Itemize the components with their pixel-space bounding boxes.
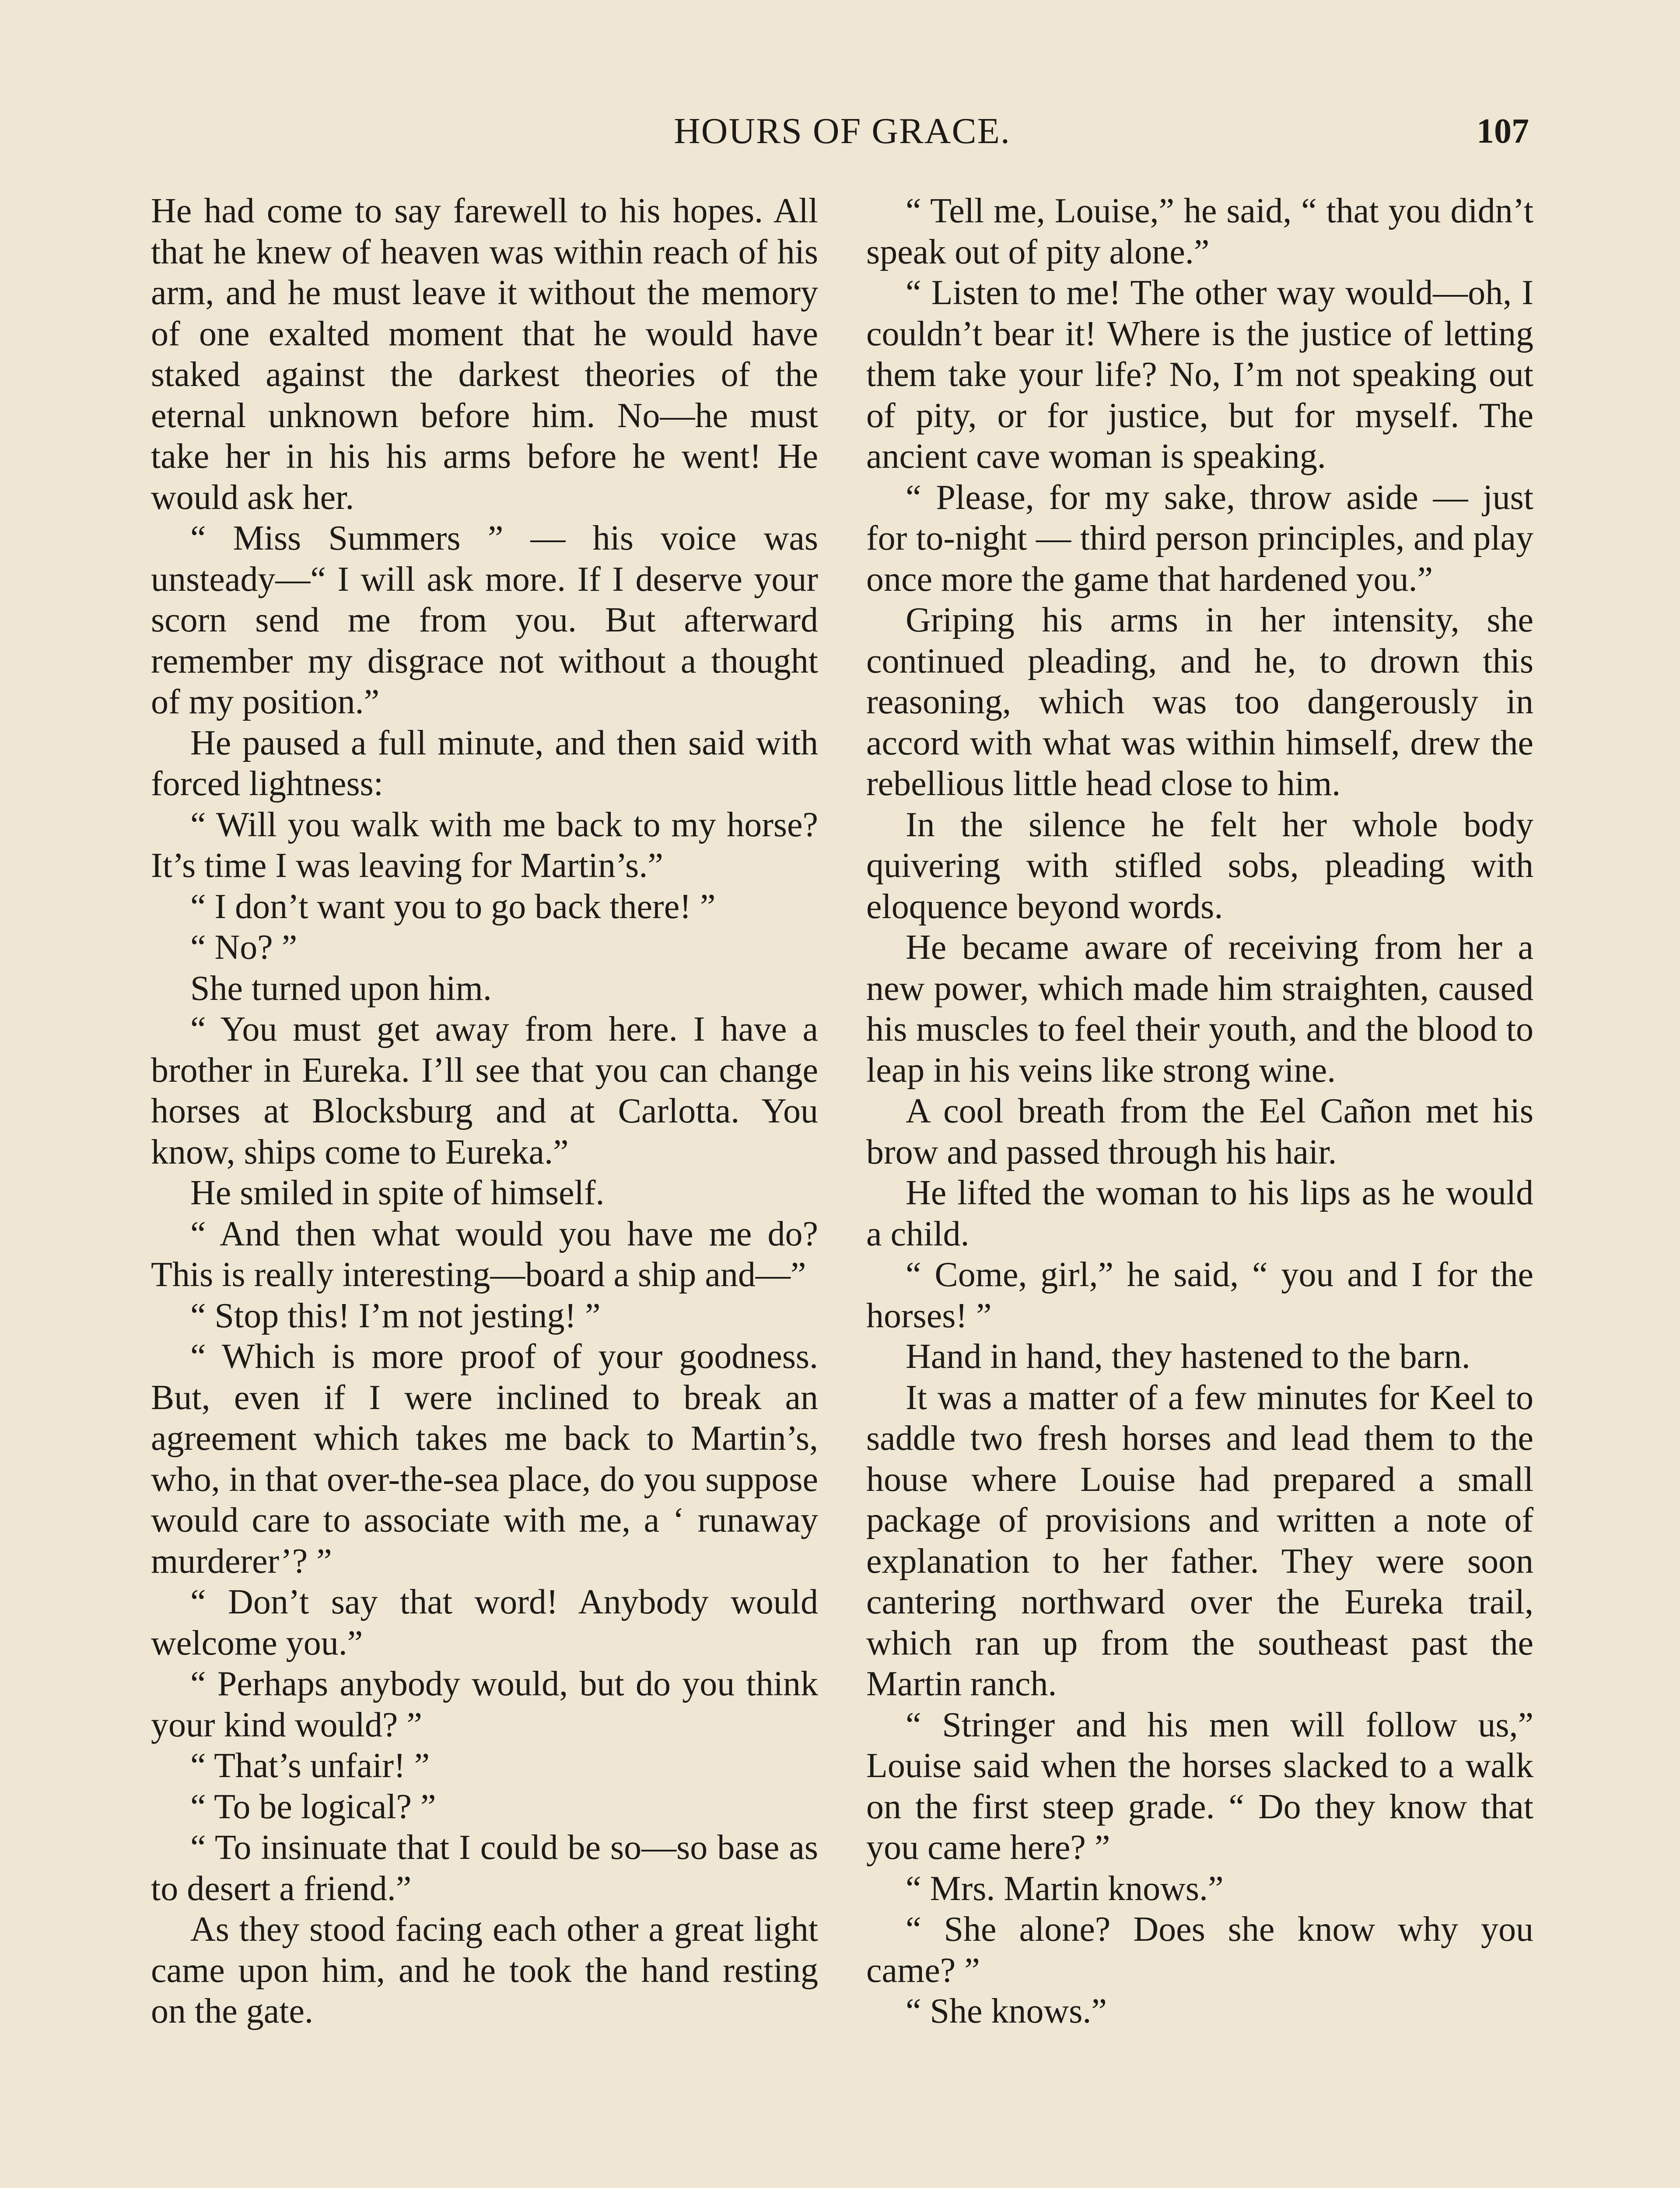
paragraph: He had come to say farewell to his hopes. All that he knew of heaven was within reach of his arm, and he must leave it without the memory of one exalted moment that he would have staked against the darkest theories of the eternal unknown before him. No—he must take her in his his arms before he went! He would ask her. [151, 192, 818, 517]
paragraph: “ Don’t say that word! Anybody would welcome you.” [151, 1583, 818, 1662]
paragraph: “ Please, for my sake, throw aside — just for to-night — third person principles, and play once more the game that hardened you.” [866, 478, 1533, 599]
paragraph: “ Perhaps anybody would, but do you think your kind would? ” [151, 1665, 818, 1744]
paragraph: A cool breath from the Eel Cañon met his brow and passed through his hair. [866, 1092, 1533, 1171]
paragraph: “ Stringer and his men will follow us,” Louise said when the horses slacked to a walk on the first steep grade. “ Do they know that you came here? ” [866, 1705, 1533, 1867]
paragraph: “ Miss Summers ” — his voice was unsteady—“ I will ask more. If I deserve your scorn send me from you. But afterward remember my disgrace not without a thought of my position.” [151, 519, 818, 721]
paragraph: “ Stop this! I’m not jesting! ” [190, 1296, 601, 1335]
paragraph: “ That’s unfair! ” [190, 1746, 430, 1785]
paragraph: “ Come, girl,” he said, “ you and I for the horses! ” [866, 1255, 1533, 1335]
page-number: 107 [1477, 112, 1529, 151]
running-head: HOURS OF GRACE. [674, 111, 1011, 151]
paragraph: Griping his arms in her intensity, she continued pleading, and he, to drown this reasoning, which was too dangerously in accord with what was within himself, drew the rebellious little head close to him. [866, 601, 1533, 803]
paragraph: He became aware of receiving from her a new power, which made him straighten, caused his muscles to feel their youth, and the blood to leap in his veins like strong wine. [866, 928, 1533, 1090]
paragraph: Hand in hand, they hastened to the barn. [906, 1337, 1470, 1376]
paragraph: “ To be logical? ” [190, 1787, 436, 1826]
paragraph: “ To insinuate that I could be so—so base as to desert a friend.” [151, 1828, 818, 1908]
paragraph: “ Which is more proof of your goodness. But, even if I were inclined to break an agreement which takes me back to Martin’s, who, in that over-the-sea place, do you suppose would care to associate with me, a ‘ runaway murderer’? ” [151, 1337, 818, 1581]
paragraph: “ You must get away from here. I have a brother in Eureka. I’ll see that you can change horses at Blocksburg and at Carlotta. You know, ships come to Eureka.” [151, 1010, 818, 1171]
paragraph: It was a matter of a few minutes for Keel to saddle two fresh horses and lead them to the house where Louise had prepared a small package of provisions and written a note of explanation to her father. They were soon cantering northward over the Eureka trail, which ran up from the southeast past the Martin ranch. [866, 1378, 1533, 1703]
paragraph: “ Will you walk with me back to my horse? It’s time I was leaving for Martin’s.” [151, 805, 818, 885]
paragraph: “ Tell me, Louise,” he said, “ that you didn’t speak out of pity alone.” [866, 192, 1533, 271]
paragraph: “ And then what would you have me do? This is really interesting—board a ship and—” [151, 1214, 818, 1294]
paragraph: In the silence he felt her whole body quivering with stifled sobs, pleading with eloquence beyond words. [866, 805, 1533, 926]
right-column [866, 191, 1533, 2032]
paragraph: As they stood facing each other a great light came upon him, and he took the hand resting on the gate. [151, 1910, 818, 2030]
left-column [151, 191, 818, 2032]
paragraph: She turned upon him. [190, 969, 492, 1008]
paragraph: “ She knows.” [906, 1992, 1107, 2030]
paragraph: He paused a full minute, and then said with forced lightness: [151, 723, 818, 803]
paragraph: “ No? ” [190, 928, 298, 967]
paragraph: “ Listen to me! The other way would—oh, I couldn’t bear it! Where is the justice of letting them take your life? No, I’m not speaking out of pity, or for justice, but for myself. The ancient cave woman is speaking. [866, 274, 1533, 476]
paragraph: He lifted the woman to his lips as he would a child. [866, 1174, 1533, 1253]
paragraph: “ Mrs. Martin knows.” [906, 1869, 1224, 1908]
paragraph: “ I don’t want you to go back there! ” [190, 887, 716, 926]
page-header [155, 101, 1529, 162]
paragraph: He smiled in spite of himself. [190, 1174, 605, 1212]
paragraph: “ She alone? Does she know why you came? ” [866, 1910, 1533, 1990]
